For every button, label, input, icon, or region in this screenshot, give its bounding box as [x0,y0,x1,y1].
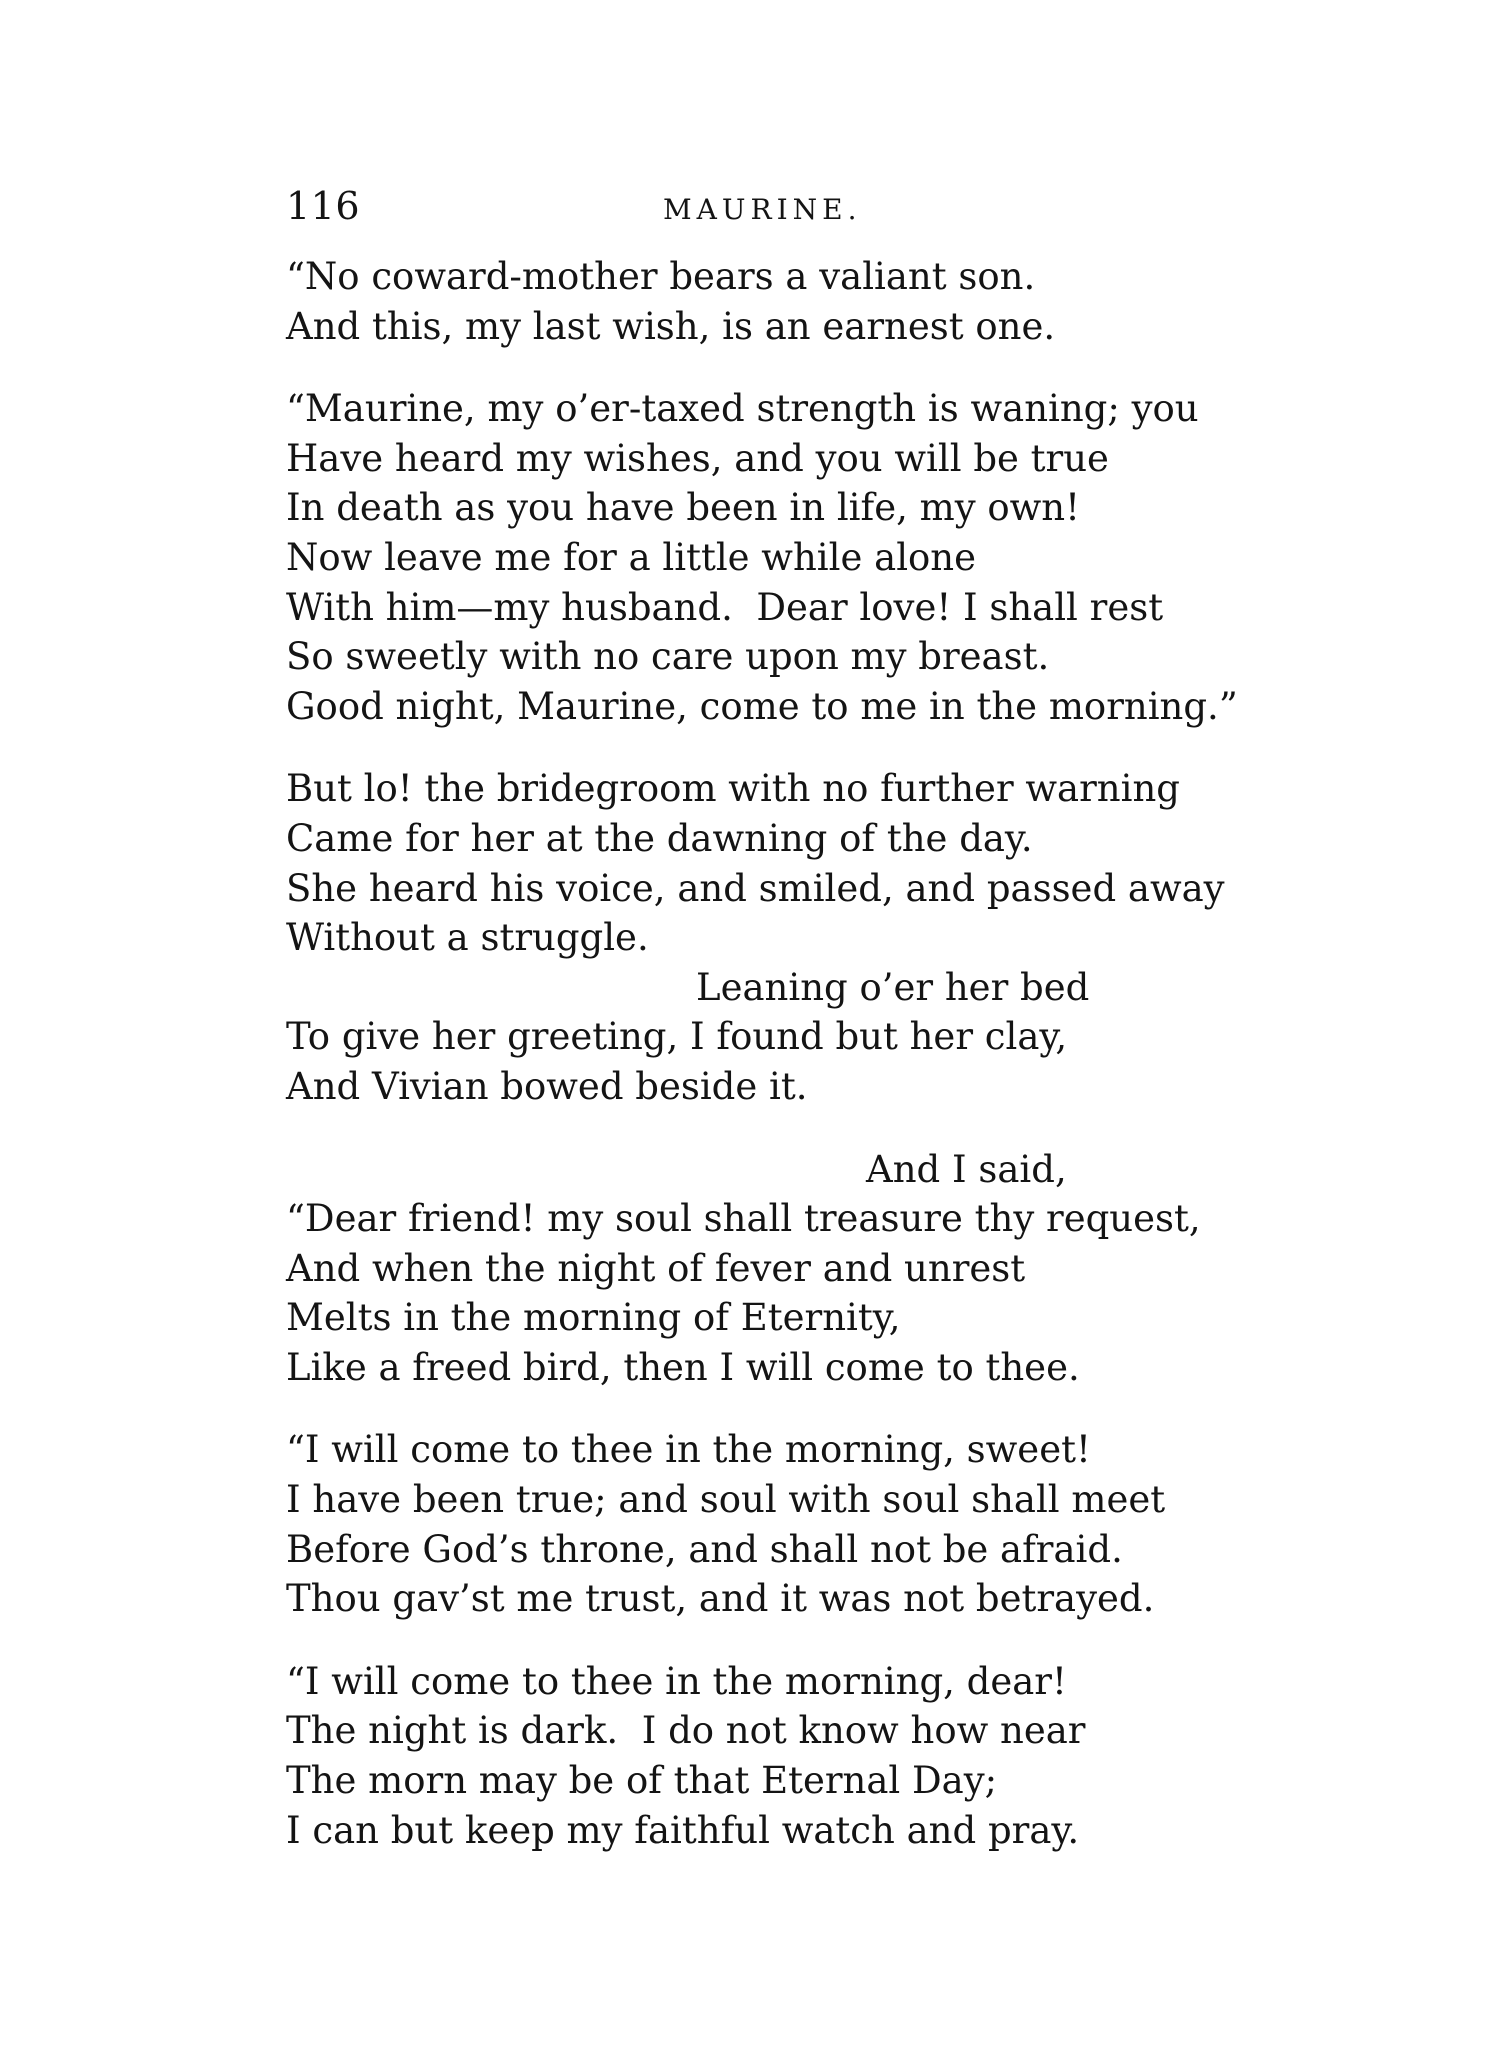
poem-line: Like a freed bird, then I will come to thee. [286,1345,1080,1389]
stanza [286,1425,1286,1623]
poem-line: I have been true; and soul with soul shall meet [286,1478,1166,1522]
poem-line: “I will come to thee in the morning, dear! [286,1659,1067,1703]
poem-line: Now leave me for a little while alone [286,535,977,579]
running-title: MAURINE. [663,193,862,226]
poem-line: “I will come to thee in the morning, sweet! [286,1428,1091,1472]
stanza [286,1657,1286,1855]
poem-line-indented: And I said, [866,1147,1067,1191]
poem-line: Have heard my wishes, and you will be true [286,436,1109,480]
poem-line: She heard his voice, and smiled, and passed away [286,866,1225,910]
poem-line: The night is dark. I do not know how near [286,1709,1086,1753]
stanza [286,764,1286,1111]
poem-line: In death as you have been in life, my own! [286,486,1081,530]
page-header [286,176,1286,236]
poem-line: And Vivian bowed beside it. [286,1064,808,1108]
stanza [286,1145,1286,1393]
poem-line: And this, my last wish, is an earnest one. [286,304,1056,348]
page-number: 116 [286,184,361,228]
poem-line: The morn may be of that Eternal Day; [286,1759,998,1803]
poem-line: Came for her at the dawning of the day. [286,816,1033,860]
poem-line: Melts in the morning of Eternity, [286,1296,901,1340]
poem-line: Without a struggle. [286,916,649,960]
poem-line: Thou gav’st me trust, and it was not betrayed. [286,1577,1155,1621]
poem-line: And when the night of fever and unrest [286,1246,1026,1290]
poem-line: To give her greeting, I found but her clay, [286,1015,1068,1059]
poem-line: Good night, Maurine, come to me in the morning.” [286,684,1238,728]
poem-line: But lo! the bridegroom with no further warning [286,767,1180,811]
poem-line: “Maurine, my o’er-taxed strength is waning; you [286,387,1199,431]
poem-line: “No coward-mother bears a valiant son. [286,255,1036,298]
poem-line: Before God’s throne, and shall not be afraid. [286,1527,1123,1571]
stanza [286,252,1286,351]
poem-line: With him—my husband. Dear love! I shall rest [286,585,1164,629]
stanza [286,384,1286,731]
poem-line: I can but keep my faithful watch and pray. [286,1808,1080,1852]
poem-text [286,252,1286,1888]
poem-line: So sweetly with no care upon my breast. [286,635,1050,679]
poem-line: “Dear friend! my soul shall treasure thy request, [286,1197,1201,1241]
poem-line-indented: Leaning o’er her bed [696,965,1090,1009]
